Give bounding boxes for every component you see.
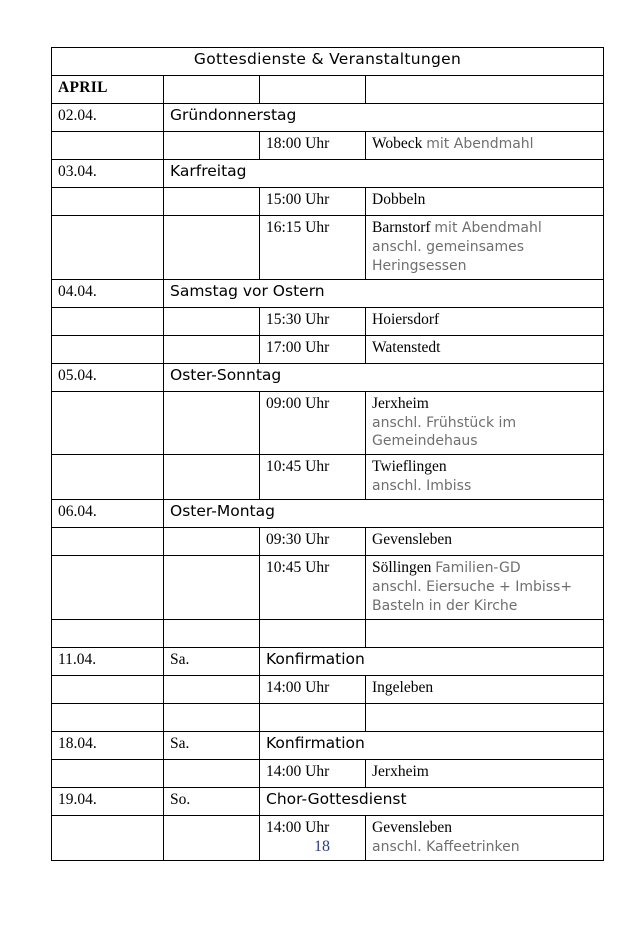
row-place-note3: Gemeindehaus (372, 433, 478, 450)
row-date (52, 759, 164, 787)
row-date (52, 216, 164, 280)
row-time: 17:00 Uhr (260, 335, 366, 363)
empty-cell (260, 619, 366, 647)
table-row (52, 759, 604, 787)
row-place-note: mit Abendmahl (434, 220, 542, 236)
row-date (52, 675, 164, 703)
row-place-name: Wobeck (372, 135, 423, 152)
table-row (52, 335, 604, 363)
empty-cell (52, 703, 164, 731)
empty-cell (164, 76, 260, 104)
row-place-note: Familien-GD (435, 560, 521, 577)
table-row (52, 132, 604, 160)
row-date (52, 132, 164, 160)
row-date (52, 307, 164, 335)
row-place-note: mit Abendmahl (426, 136, 534, 152)
month-header-row (52, 76, 604, 104)
row-place (366, 675, 604, 703)
row-date: 06.04. (52, 500, 164, 528)
table-row (52, 528, 604, 556)
table-row (52, 188, 604, 216)
row-date: 11.04. (52, 647, 164, 675)
schedule-table (51, 47, 604, 861)
row-place (366, 391, 604, 455)
row-date (52, 455, 164, 500)
row-time: 18:00 Uhr (260, 132, 366, 160)
row-dayname (164, 391, 260, 455)
row-date: 02.04. (52, 104, 164, 132)
row-place-note2: anschl. Eiersuche + Imbiss+ (372, 579, 573, 595)
row-place-name: Hoiersdorf (372, 310, 440, 328)
empty-cell (260, 76, 366, 104)
row-place-note2: anschl. Kaffeetrinken (372, 838, 520, 855)
table-row (52, 391, 604, 455)
table-row (52, 160, 604, 188)
row-place-name: Söllingen (372, 559, 432, 577)
row-place (366, 759, 604, 787)
row-dayname: Oster-Montag (164, 500, 604, 528)
row-time: 15:30 Uhr (260, 307, 366, 335)
row-place-name: Jerxheim (372, 394, 429, 412)
row-time: 14:00 Uhr (260, 759, 366, 787)
row-weekday: Sa. (164, 731, 260, 759)
page-number: 18 (314, 838, 330, 855)
row-place-name: Jerxheim (372, 762, 429, 780)
row-time: 09:00 Uhr (260, 391, 366, 455)
row-dayname: Karfreitag (164, 160, 604, 188)
table-row (52, 556, 604, 620)
table-row (52, 647, 604, 675)
row-weekday: Sa. (164, 647, 260, 675)
row-time: 10:45 Uhr (260, 556, 366, 620)
row-place (366, 188, 604, 216)
row-dayname (164, 556, 260, 620)
row-place (366, 307, 604, 335)
empty-cell (366, 619, 604, 647)
row-place-note2: anschl. Imbiss (372, 478, 472, 495)
row-place (366, 216, 604, 280)
row-place-note2: anschl. Frühstück im (372, 414, 517, 431)
row-dayname (164, 307, 260, 335)
empty-cell (260, 703, 366, 731)
table-row (52, 500, 604, 528)
table-row (52, 455, 604, 500)
row-date (52, 556, 164, 620)
row-event-title: Chor-Gottesdienst (260, 787, 604, 815)
row-place (366, 528, 604, 556)
row-place-name: Gevensleben (372, 818, 453, 836)
row-date (52, 391, 164, 455)
row-dayname (164, 455, 260, 500)
row-event-title: Konfirmation (260, 647, 604, 675)
row-time: 14:00 Uhr (260, 675, 366, 703)
page-title: Gottesdienste & Veranstaltungen (52, 48, 604, 76)
row-date: 04.04. (52, 279, 164, 307)
row-dayname (164, 216, 260, 280)
row-weekday: So. (164, 787, 260, 815)
table-row (52, 675, 604, 703)
row-date: 03.04. (52, 160, 164, 188)
row-place-name: Gevensleben (372, 531, 453, 549)
row-dayname (164, 335, 260, 363)
row-place (366, 556, 604, 620)
table-title-row (52, 48, 604, 76)
row-weekday (164, 675, 260, 703)
row-place-note2: anschl. gemeinsames (372, 238, 525, 255)
row-place (366, 335, 604, 363)
row-date: 19.04. (52, 787, 164, 815)
row-time: 10:45 Uhr (260, 455, 366, 500)
row-dayname (164, 188, 260, 216)
row-time: 16:15 Uhr (260, 216, 366, 280)
row-time: 09:30 Uhr (260, 528, 366, 556)
row-place-note3: Basteln in der Kirche (372, 597, 518, 614)
row-dayname: Samstag vor Ostern (164, 279, 604, 307)
row-date: 18.04. (52, 731, 164, 759)
schedule-table-container (51, 47, 603, 861)
row-place-name: Dobbeln (372, 191, 426, 208)
table-row (52, 731, 604, 759)
table-row-spacer (52, 703, 604, 731)
row-dayname (164, 528, 260, 556)
row-place-name: Ingeleben (372, 678, 434, 696)
row-place-name: Twieflingen (372, 458, 447, 476)
month-header: APRIL (52, 76, 164, 104)
row-date (52, 188, 164, 216)
empty-cell (164, 703, 260, 731)
row-dayname: Gründonnerstag (164, 104, 604, 132)
table-row-spacer (52, 619, 604, 647)
table-row (52, 307, 604, 335)
empty-cell (366, 76, 604, 104)
table-row (52, 216, 604, 280)
row-date (52, 335, 164, 363)
row-place-name: Watenstedt (372, 338, 441, 356)
table-row (52, 363, 604, 391)
row-date (52, 528, 164, 556)
table-row (52, 787, 604, 815)
empty-cell (164, 619, 260, 647)
row-place-name: Barnstorf (372, 219, 431, 236)
row-place (366, 132, 604, 160)
row-place-note3: Heringsessen (372, 257, 467, 274)
row-weekday (164, 759, 260, 787)
row-time: 15:00 Uhr (260, 188, 366, 216)
table-row (52, 279, 604, 307)
row-dayname: Oster-Sonntag (164, 363, 604, 391)
row-date: 05.04. (52, 363, 164, 391)
empty-cell (52, 619, 164, 647)
table-row (52, 104, 604, 132)
row-time: 14:00 Uhr (260, 815, 366, 860)
row-place (366, 455, 604, 500)
row-event-title: Konfirmation (260, 731, 604, 759)
empty-cell (366, 703, 604, 731)
row-dayname (164, 132, 260, 160)
